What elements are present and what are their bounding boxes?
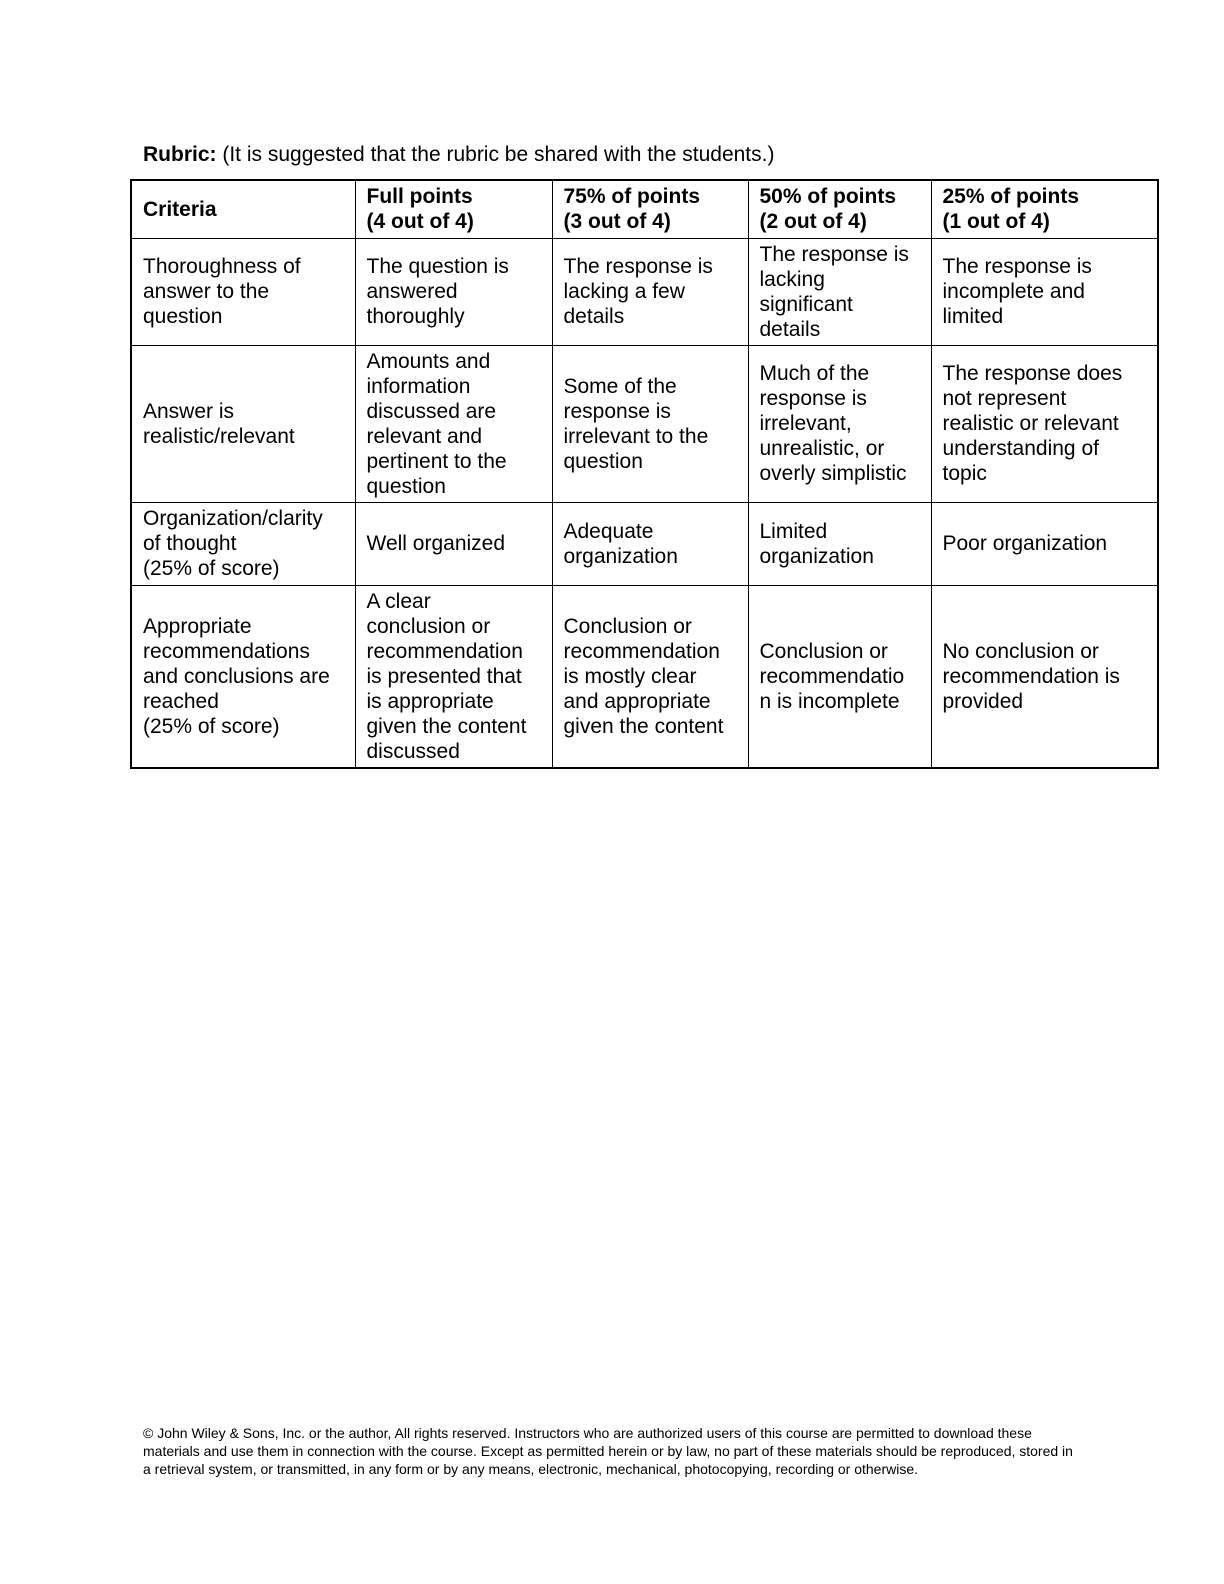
75-points-text: Some of the response is irrelevant to the question	[563, 374, 709, 473]
rubric-table	[130, 179, 1159, 769]
75-points-cell	[552, 345, 748, 502]
header-50-points	[748, 180, 931, 238]
75-points-text: Conclusion or recommendation is mostly clear and appropriate given the content	[563, 614, 724, 738]
25-points-text: No conclusion or recommendation is provided	[942, 639, 1120, 713]
25-points-text: The response does not represent realistic or relevant understanding of topic	[942, 362, 1123, 485]
75-points-text: The response is lacking a few details	[563, 255, 713, 328]
full-points-cell	[355, 585, 552, 768]
criteria-cell	[131, 585, 355, 768]
header-50-points-label: 50% of points	[759, 185, 897, 209]
25-points-text: The response is incomplete and limited	[942, 255, 1092, 328]
full-points-text: Well organized	[366, 532, 506, 555]
table-header-row	[131, 180, 1158, 238]
header-full-points	[355, 180, 552, 238]
table-row	[131, 345, 1158, 502]
25-points-text: Poor organization	[942, 532, 1108, 555]
50-points-cell	[748, 585, 931, 768]
header-criteria	[131, 180, 355, 238]
header-25-points	[931, 180, 1158, 238]
criteria-cell	[131, 238, 355, 345]
header-25-points-label: 25% of points	[942, 185, 1080, 209]
full-points-cell	[355, 238, 552, 345]
25-points-cell	[931, 502, 1158, 585]
table-row	[131, 238, 1158, 345]
rubric-note: (It is suggested that the rubric be shared with the students.)	[216, 143, 775, 166]
criteria-text: Appropriate recommendations and conclusions are reached (25% of score)	[143, 614, 330, 738]
table-row	[131, 585, 1158, 768]
table-row	[131, 502, 1158, 585]
75-points-cell	[552, 585, 748, 768]
50-points-cell	[748, 502, 931, 585]
50-points-cell	[748, 238, 931, 345]
50-points-text: Conclusion or recommendatio n is incomplete	[759, 639, 905, 713]
50-points-text: The response is lacking significant details	[759, 242, 909, 341]
criteria-cell	[131, 502, 355, 585]
25-points-cell	[931, 585, 1158, 768]
full-points-cell	[355, 345, 552, 502]
50-points-text: Limited organization	[759, 519, 874, 568]
full-points-text: A clear conclusion or recommendation is presented that is appropriate given the content discussed	[366, 589, 527, 763]
criteria-text: Thoroughness of answer to the question	[143, 255, 301, 328]
header-75-points	[552, 180, 748, 238]
50-points-text: Much of the response is irrelevant, unrealistic, or overly simplistic	[759, 362, 907, 485]
header-25-points-sub: (1 out of 4)	[942, 210, 1050, 234]
75-points-text: Adequate organization	[563, 519, 678, 568]
rubric-label: Rubric:	[143, 143, 217, 166]
header-criteria-label: Criteria	[143, 197, 217, 221]
header-75-points-label: 75% of points	[563, 185, 701, 209]
header-full-points-label: Full points	[366, 185, 473, 209]
75-points-cell	[552, 502, 748, 585]
rubric-intro	[143, 142, 774, 168]
25-points-cell	[931, 345, 1158, 502]
25-points-cell	[931, 238, 1158, 345]
copyright-footer: © John Wiley & Sons, Inc. or the author, All rights reserved. Instructors who are authorized users of this course are permitted to download these materials and use them in connection with the course. Except as permitted herein or by law, no part of these materials should be reproduced, stored in a retrieval system, or transmitted, in any form or by any means, electronic, mechanical, photocopying, recording or otherwise.	[143, 1425, 1073, 1477]
50-points-cell	[748, 345, 931, 502]
full-points-text: Amounts and information discussed are relevant and pertinent to the question	[366, 349, 507, 498]
header-50-points-sub: (2 out of 4)	[759, 210, 867, 234]
75-points-cell	[552, 238, 748, 345]
full-points-text: The question is answered thoroughly	[366, 255, 509, 328]
criteria-text: Answer is realistic/relevant	[143, 399, 295, 448]
header-75-points-sub: (3 out of 4)	[563, 210, 671, 234]
criteria-cell	[131, 345, 355, 502]
full-points-cell	[355, 502, 552, 585]
header-full-points-sub: (4 out of 4)	[366, 210, 474, 234]
criteria-text: Organization/clarity of thought (25% of score)	[143, 507, 323, 580]
